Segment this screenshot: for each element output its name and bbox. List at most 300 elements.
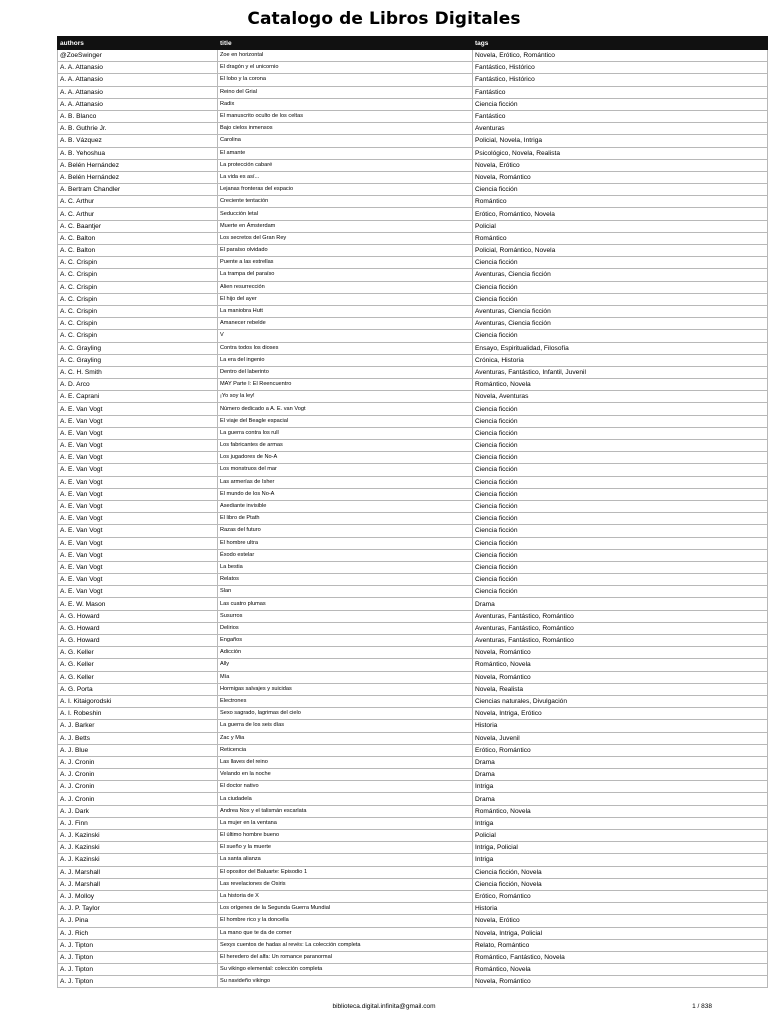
table-row (58, 915, 768, 927)
cell-title: MAY Parte I: El Reencuentro (218, 379, 473, 391)
table-row (58, 452, 768, 464)
table-row (58, 561, 768, 573)
cell-title: El lobo y la corona (218, 74, 473, 86)
cell-title: El dragón y el unicornio (218, 62, 473, 74)
cell-title: El libro de Ptath (218, 513, 473, 525)
table-row (58, 147, 768, 159)
table-row (58, 50, 768, 62)
cell-author: A. E. Van Vogt (58, 537, 218, 549)
cell-tags: Ciencia ficción (473, 488, 768, 500)
cell-tags: Historia (473, 720, 768, 732)
cell-author: A. E. Van Vogt (58, 525, 218, 537)
cell-tags: Ciencia ficción (473, 293, 768, 305)
table-row (58, 964, 768, 976)
cell-author: A. E. Van Vogt (58, 464, 218, 476)
cell-title: El sueño y la muerte (218, 842, 473, 854)
cell-tags: Novela, Realista (473, 683, 768, 695)
cell-author: A. E. Van Vogt (58, 574, 218, 586)
cell-tags: Aventuras, Ciencia ficción (473, 305, 768, 317)
cell-author: A. C. H. Smith (58, 366, 218, 378)
cell-tags: Policial, Novela, Intriga (473, 135, 768, 147)
table-row (58, 415, 768, 427)
cell-tags: Ciencia ficción (473, 330, 768, 342)
cell-title: La santa alianza (218, 854, 473, 866)
cell-tags: Aventuras (473, 123, 768, 135)
cell-author: A. G. Howard (58, 622, 218, 634)
footer-email: biblioteca.digital.infinita@gmail.com (332, 1003, 436, 1010)
cell-title: La mano que te da de comer (218, 927, 473, 939)
cell-tags: Novela, Romántico (473, 647, 768, 659)
cell-title: Contra todos los dioses (218, 342, 473, 354)
cell-author: A. J. Cronin (58, 793, 218, 805)
cell-title: Mía (218, 671, 473, 683)
cell-title: Lejanas fronteras del espacio (218, 184, 473, 196)
cell-tags: Aventuras, Fantástico, Infantil, Juvenil (473, 366, 768, 378)
table-row (58, 366, 768, 378)
table-row (58, 927, 768, 939)
cell-author: A. C. Crispin (58, 293, 218, 305)
cell-title: Andrea Nox y el talismán escarlata (218, 805, 473, 817)
cell-author: A. G. Keller (58, 659, 218, 671)
cell-title: Las llaves del reino (218, 756, 473, 768)
table-row (58, 184, 768, 196)
cell-author: A. J. Cronin (58, 781, 218, 793)
cell-title: Susurros (218, 610, 473, 622)
cell-title: Adicción (218, 647, 473, 659)
cell-title: El doctor nativo (218, 781, 473, 793)
table-row (58, 98, 768, 110)
table-row (58, 842, 768, 854)
table-row (58, 488, 768, 500)
cell-tags: Fantástico, Histórico (473, 74, 768, 86)
cell-title: Las cuatro plumas (218, 598, 473, 610)
table-row (58, 903, 768, 915)
table-row (58, 281, 768, 293)
cell-author: A. Bertram Chandler (58, 184, 218, 196)
cell-author: A. C. Crispin (58, 305, 218, 317)
cell-tags: Ciencia ficción (473, 476, 768, 488)
cell-title: Reticencia (218, 744, 473, 756)
table-row (58, 123, 768, 135)
cell-tags: Ciencia ficción (473, 574, 768, 586)
cell-tags: Psicológico, Novela, Realista (473, 147, 768, 159)
cell-title: La era del ingenio (218, 354, 473, 366)
cell-author: A. C. Crispin (58, 281, 218, 293)
table-row (58, 976, 768, 988)
column-header-title: title (218, 37, 473, 50)
cell-author: A. C. Crispin (58, 318, 218, 330)
cell-tags: Ciencias naturales, Divulgación (473, 695, 768, 707)
cell-title: Engaños (218, 635, 473, 647)
table-row (58, 671, 768, 683)
cell-tags: Erótico, Romántico (473, 890, 768, 902)
table-row (58, 793, 768, 805)
cell-author: A. Belén Hernández (58, 171, 218, 183)
cell-tags: Ensayo, Espiritualidad, Filosofía (473, 342, 768, 354)
table-row (58, 586, 768, 598)
table-body (58, 50, 768, 988)
table-row (58, 537, 768, 549)
cell-author: A. J. Rich (58, 927, 218, 939)
cell-title: El heredero del alfa: Un romance paranormal (218, 951, 473, 963)
cell-title: Los orígenes de la Segunda Guerra Mundial (218, 903, 473, 915)
cell-title: Sexo sagrado, lagrimas del cielo (218, 708, 473, 720)
table-row (58, 598, 768, 610)
cell-title: Las revelaciones de Osiris (218, 878, 473, 890)
cell-tags: Ciencia ficción (473, 500, 768, 512)
cell-tags: Ciencia ficción, Novela (473, 878, 768, 890)
table-row (58, 854, 768, 866)
cell-tags: Ciencia ficción (473, 586, 768, 598)
cell-tags: Novela, Erótico (473, 915, 768, 927)
table-row (58, 549, 768, 561)
cell-tags: Novela, Erótico, Romántico (473, 50, 768, 62)
cell-author: A. J. Tipton (58, 964, 218, 976)
cell-author: A. J. Tipton (58, 951, 218, 963)
table-row (58, 135, 768, 147)
table-row (58, 440, 768, 452)
cell-author: A. J. Cronin (58, 756, 218, 768)
cell-tags: Romántico, Novela (473, 379, 768, 391)
cell-tags: Drama (473, 769, 768, 781)
table-row (58, 610, 768, 622)
cell-tags: Ciencia ficción (473, 403, 768, 415)
cell-tags: Intriga (473, 817, 768, 829)
cell-title: La maniobra Hutt (218, 305, 473, 317)
column-header-tags: tags (473, 37, 768, 50)
table-row (58, 781, 768, 793)
table-row (58, 196, 768, 208)
cell-author: A. J. P. Taylor (58, 903, 218, 915)
cell-title: Amanecer rebelde (218, 318, 473, 330)
cell-title: Seducción letal (218, 208, 473, 220)
cell-tags: Aventuras, Fantástico, Romántico (473, 635, 768, 647)
cell-author: A. J. Tipton (58, 976, 218, 988)
cell-author: A. A. Attanasio (58, 62, 218, 74)
table-row (58, 427, 768, 439)
table-row (58, 939, 768, 951)
cell-author: A. A. Attanasio (58, 86, 218, 98)
cell-author: A. E. Van Vogt (58, 403, 218, 415)
cell-tags: Romántico (473, 196, 768, 208)
cell-title: Radix (218, 98, 473, 110)
cell-tags: Novela, Romántico (473, 976, 768, 988)
cell-tags: Novela, Intriga, Erótico (473, 708, 768, 720)
cell-title: El mundo de los No-A (218, 488, 473, 500)
table-row (58, 245, 768, 257)
cell-author: A. J. Finn (58, 817, 218, 829)
cell-tags: Novela, Juvenil (473, 732, 768, 744)
table-row (58, 208, 768, 220)
table-row (58, 635, 768, 647)
cell-author: A. A. Attanasio (58, 98, 218, 110)
table-row (58, 817, 768, 829)
cell-title: Su navideño vikingo (218, 976, 473, 988)
cell-title: Alien resurrección (218, 281, 473, 293)
cell-author: A. E. Caprani (58, 391, 218, 403)
table-row (58, 476, 768, 488)
cell-author: A. J. Dark (58, 805, 218, 817)
cell-title: El hombre ultra (218, 537, 473, 549)
cell-author: A. E. Van Vogt (58, 488, 218, 500)
cell-tags: Ciencia ficción (473, 440, 768, 452)
cell-author: A. D. Arco (58, 379, 218, 391)
cell-author: A. B. Yehoshua (58, 147, 218, 159)
cell-tags: Romántico, Novela (473, 659, 768, 671)
cell-author: A. C. Grayling (58, 342, 218, 354)
cell-author: A. C. Grayling (58, 354, 218, 366)
cell-title: Los secretos del Gran Rey (218, 232, 473, 244)
cell-tags: Ciencia ficción (473, 537, 768, 549)
cell-author: A. C. Balton (58, 245, 218, 257)
cell-tags: Historia (473, 903, 768, 915)
cell-author: A. J. Cronin (58, 769, 218, 781)
cell-author: A. C. Crispin (58, 257, 218, 269)
cell-author: A. B. Vázquez (58, 135, 218, 147)
table-row (58, 769, 768, 781)
cell-title: Los fabricantes de armas (218, 440, 473, 452)
table-row (58, 830, 768, 842)
cell-author: A. E. Van Vogt (58, 500, 218, 512)
table-row (58, 695, 768, 707)
cell-title: La bestia (218, 561, 473, 573)
cell-tags: Ciencia ficción (473, 561, 768, 573)
cell-tags: Aventuras, Fantástico, Romántico (473, 622, 768, 634)
table-row (58, 732, 768, 744)
cell-title: Relatos (218, 574, 473, 586)
table-row (58, 683, 768, 695)
cell-tags: Ciencia ficción (473, 257, 768, 269)
cell-author: A. I. Kitaigorodski (58, 695, 218, 707)
page-number: 1 / 838 (692, 1003, 712, 1010)
table-row (58, 232, 768, 244)
cell-tags: Drama (473, 793, 768, 805)
table-row (58, 330, 768, 342)
cell-author: A. J. Pina (58, 915, 218, 927)
cell-author: A. G. Howard (58, 610, 218, 622)
cell-title: El manuscrito oculto de los celtas (218, 110, 473, 122)
cell-author: A. J. Molloy (58, 890, 218, 902)
cell-title: Electrones (218, 695, 473, 707)
cell-author: A. G. Porta (58, 683, 218, 695)
table-row (58, 269, 768, 281)
cell-title: ¡Yo soy la ley! (218, 391, 473, 403)
table-row (58, 878, 768, 890)
cell-tags: Novela, Romántico (473, 171, 768, 183)
table-row (58, 305, 768, 317)
table-row (58, 890, 768, 902)
cell-tags: Fantástico, Histórico (473, 62, 768, 74)
cell-title: Éxodo estelar (218, 549, 473, 561)
cell-tags: Ciencia ficción (473, 513, 768, 525)
cell-title: Número dedicado a A. E. van Vogt (218, 403, 473, 415)
cell-author: A. J. Barker (58, 720, 218, 732)
cell-title: Muerte en Ámsterdam (218, 220, 473, 232)
cell-author: A. G. Keller (58, 671, 218, 683)
cell-tags: Relato, Romántico (473, 939, 768, 951)
cell-tags: Ciencia ficción (473, 549, 768, 561)
cell-author: A. E. Van Vogt (58, 561, 218, 573)
cell-tags: Aventuras, Fantástico, Romántico (473, 610, 768, 622)
table-row (58, 756, 768, 768)
cell-author: A. E. Van Vogt (58, 415, 218, 427)
cell-tags: Ciencia ficción (473, 184, 768, 196)
table-row (58, 659, 768, 671)
cell-author: A. Belén Hernández (58, 159, 218, 171)
cell-tags: Crónica, Historia (473, 354, 768, 366)
table-row (58, 354, 768, 366)
cell-author: A. B. Blanco (58, 110, 218, 122)
cell-title: Zac y Mia (218, 732, 473, 744)
cell-title: Hormigas salvajes y suicidas (218, 683, 473, 695)
table-row (58, 744, 768, 756)
table-row (58, 220, 768, 232)
table-row (58, 805, 768, 817)
cell-title: La historia de X (218, 890, 473, 902)
cell-author: @ZoeSwinger (58, 50, 218, 62)
cell-author: A. E. Van Vogt (58, 513, 218, 525)
cell-tags: Novela, Intriga, Policial (473, 927, 768, 939)
table-row (58, 622, 768, 634)
cell-tags: Romántico, Novela (473, 805, 768, 817)
cell-title: Los jugadores de No-A (218, 452, 473, 464)
cell-author: A. J. Blue (58, 744, 218, 756)
cell-author: A. C. Arthur (58, 208, 218, 220)
cell-tags: Drama (473, 756, 768, 768)
cell-title: La vida es así... (218, 171, 473, 183)
cell-title: La protección cabaré (218, 159, 473, 171)
cell-author: A. E. Van Vogt (58, 549, 218, 561)
cell-tags: Ciencia ficción (473, 98, 768, 110)
cell-title: Los monstruos del mar (218, 464, 473, 476)
cell-title: Velando en la noche (218, 769, 473, 781)
cell-author: A. C. Crispin (58, 269, 218, 281)
cell-tags: Policial (473, 830, 768, 842)
cell-title: El hijo del ayer (218, 293, 473, 305)
table-row (58, 513, 768, 525)
cell-title: La ciudadela (218, 793, 473, 805)
cell-author: A. C. Crispin (58, 330, 218, 342)
cell-tags: Novela, Romántico (473, 671, 768, 683)
cell-title: La guerra de los seis días (218, 720, 473, 732)
cell-tags: Fantástico (473, 86, 768, 98)
cell-title: El hombre rico y la doncella (218, 915, 473, 927)
cell-title: Sexys cuentos de hadas al revés: La colección completa (218, 939, 473, 951)
cell-title: Delirios (218, 622, 473, 634)
cell-author: A. G. Keller (58, 647, 218, 659)
cell-tags: Intriga, Policial (473, 842, 768, 854)
cell-author: A. E. Van Vogt (58, 476, 218, 488)
cell-author: A. B. Guthrie Jr. (58, 123, 218, 135)
cell-title: Dentro del laberinto (218, 366, 473, 378)
cell-title: Zoe en horizontal (218, 50, 473, 62)
cell-tags: Novela, Erótico (473, 159, 768, 171)
table-row (58, 342, 768, 354)
cell-author: A. E. Van Vogt (58, 440, 218, 452)
cell-tags: Ciencia ficción (473, 415, 768, 427)
table-row (58, 74, 768, 86)
header-row (58, 37, 768, 50)
cell-title: Puente a las estrellas (218, 257, 473, 269)
cell-author: A. C. Arthur (58, 196, 218, 208)
cell-author: A. J. Betts (58, 732, 218, 744)
table-row (58, 159, 768, 171)
cell-tags: Policial, Romántico, Novela (473, 245, 768, 257)
cell-tags: Novela, Aventuras (473, 391, 768, 403)
table-row (58, 391, 768, 403)
table-row (58, 708, 768, 720)
cell-title: Creciente tentación (218, 196, 473, 208)
cell-tags: Ciencia ficción (473, 281, 768, 293)
cell-tags: Ciencia ficción (473, 427, 768, 439)
column-header-authors: authors (58, 37, 218, 50)
table-row (58, 951, 768, 963)
cell-author: A. E. Van Vogt (58, 427, 218, 439)
cell-title: El viaje del Beagle espacial (218, 415, 473, 427)
cell-title: La trampa del paraíso (218, 269, 473, 281)
cell-author: A. A. Attanasio (58, 74, 218, 86)
cell-author: A. J. Kazinski (58, 854, 218, 866)
table-row (58, 318, 768, 330)
cell-author: A. I. Robeshin (58, 708, 218, 720)
table-row (58, 171, 768, 183)
cell-tags: Aventuras, Ciencia ficción (473, 269, 768, 281)
cell-tags: Aventuras, Ciencia ficción (473, 318, 768, 330)
cell-author: A. J. Marshall (58, 878, 218, 890)
cell-tags: Romántico, Fantástico, Novela (473, 951, 768, 963)
cell-title: El último hombre bueno (218, 830, 473, 842)
cell-author: A. J. Kazinski (58, 842, 218, 854)
table-row (58, 293, 768, 305)
cell-tags: Intriga (473, 781, 768, 793)
cell-title: Ally (218, 659, 473, 671)
cell-author: A. J. Tipton (58, 939, 218, 951)
cell-tags: Erótico, Romántico (473, 744, 768, 756)
page-title: Catalogo de Libros Digitales (247, 9, 521, 29)
table-row (58, 866, 768, 878)
cell-title: Asediante invisible (218, 500, 473, 512)
catalog-table (57, 36, 768, 988)
cell-title: Las armerías de Isher (218, 476, 473, 488)
table-row (58, 62, 768, 74)
cell-tags: Policial (473, 220, 768, 232)
table-row (58, 403, 768, 415)
table-row (58, 647, 768, 659)
cell-author: A. E. Van Vogt (58, 452, 218, 464)
cell-title: Reino del Grial (218, 86, 473, 98)
cell-author: A. G. Howard (58, 635, 218, 647)
table-row (58, 379, 768, 391)
cell-author: A. J. Kazinski (58, 830, 218, 842)
cell-author: A. C. Balton (58, 232, 218, 244)
table-row (58, 110, 768, 122)
cell-tags: Fantástico (473, 110, 768, 122)
cell-tags: Ciencia ficción (473, 525, 768, 537)
cell-title: V (218, 330, 473, 342)
cell-tags: Erótico, Romántico, Novela (473, 208, 768, 220)
table-row (58, 525, 768, 537)
table-row (58, 464, 768, 476)
cell-title: El opositor del Baluarte: Episodio 1 (218, 866, 473, 878)
cell-tags: Ciencia ficción, Novela (473, 866, 768, 878)
cell-tags: Drama (473, 598, 768, 610)
cell-title: La mujer en la ventana (218, 817, 473, 829)
cell-tags: Ciencia ficción (473, 464, 768, 476)
cell-title: El paraíso olvidado (218, 245, 473, 257)
cell-tags: Intriga (473, 854, 768, 866)
cell-author: A. C. Baantjer (58, 220, 218, 232)
cell-title: Carolina (218, 135, 473, 147)
